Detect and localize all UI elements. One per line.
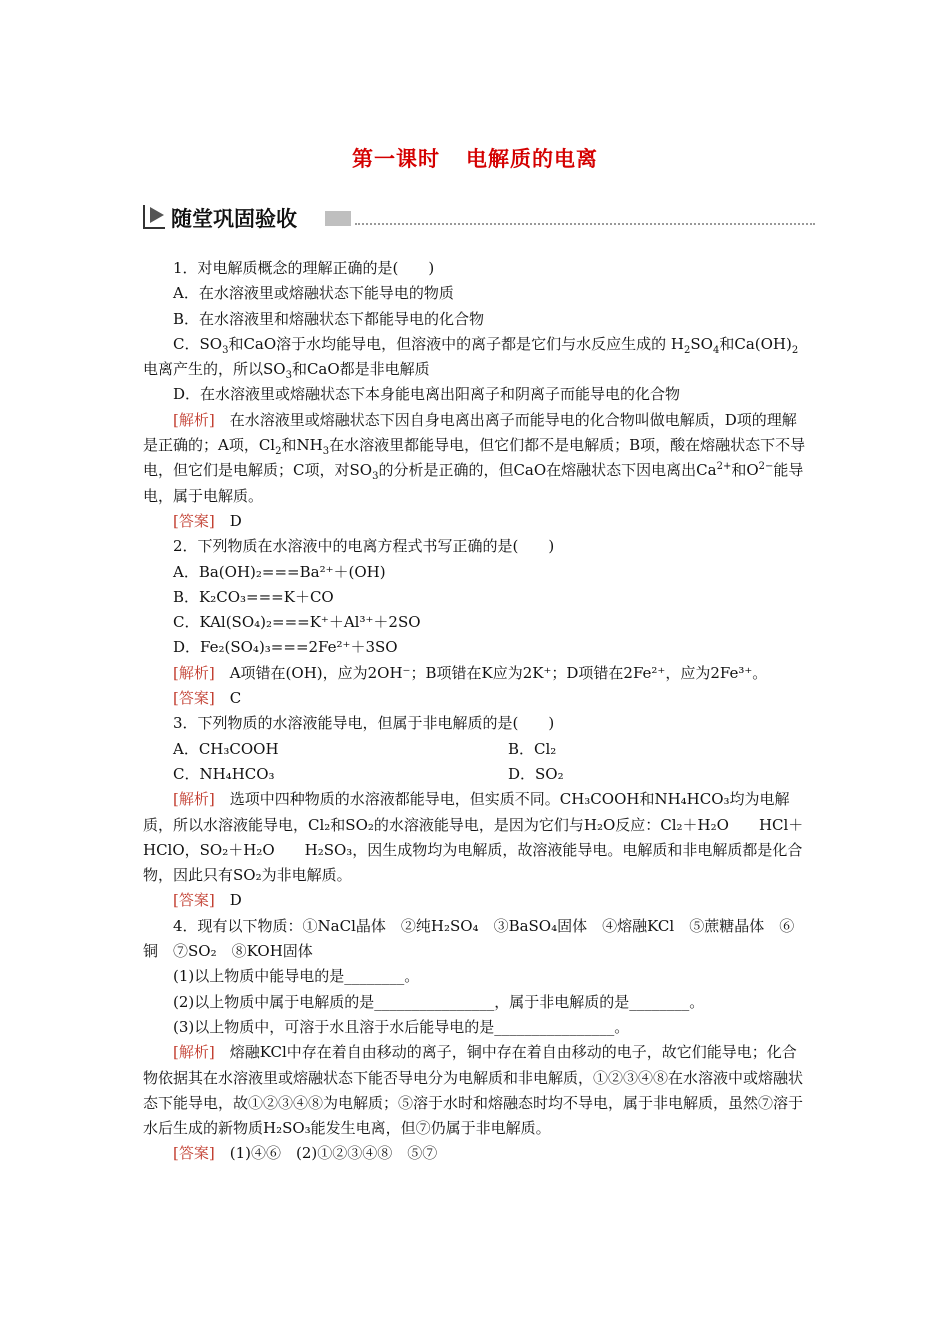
analysis-tag: [解析] [173, 410, 215, 429]
q2-stem: 2．下列物质在水溶液中的电离方程式书写正确的是( ) [173, 537, 555, 556]
q1-option-a: A．在水溶液里或熔融状态下能导电的物质 [173, 284, 454, 303]
q3-option-c: C．NH₄HCO₃ [173, 764, 275, 783]
q1-stem: 1．对电解质概念的理解正确的是( ) [173, 259, 435, 277]
q2-option-d: D．Fe₂(SO₄)₃===2Fe²⁺＋3SO [173, 638, 398, 657]
q3-answer: [答案] D [173, 891, 242, 910]
q1-answer: [答案] D [173, 511, 242, 530]
title-part2: 电解质的电离 [466, 147, 598, 171]
q4-sub-2: (2)以上物质中属于电解质的是________________，属于非电解质的是________。 [173, 992, 705, 1011]
lesson-title [0, 143, 950, 173]
q2-option-a: A．Ba(OH)₂===Ba²⁺＋(OH) [173, 562, 386, 581]
answer-tag: [答案] [173, 891, 215, 910]
q2-option-b: B．K₂CO₃===K＋CO [173, 587, 334, 606]
q3-option-a: A．CH₃COOH [173, 739, 279, 758]
answer-tag: [答案] [173, 689, 215, 708]
section-dotted-rule [355, 223, 815, 225]
q2-answer: [答案] C [173, 689, 242, 708]
section-header [143, 202, 815, 232]
q3-analysis: [解析] 选项中四种物质的水溶液都能导电，但实质不同。CH₃COOH和NH₄HCO₃均为电解质，所以水溶液能导电，Cl₂和SO₂的水溶液能导电，是因为它们与H₂O反应：Cl₂＋H₂O HCl＋HClO，SO₂＋H₂O H₂SO₃，因生成物均为电解质，故溶液能导电。电解质和非电解质都是化合物，因此只有SO₂为非电解质。 [143, 790, 804, 885]
q2-analysis: [解析] A项错在(OH)，应为2OH⁻；B项错在K应为2K⁺；D项错在2Fe²⁺，应为2Fe³⁺。 [173, 663, 768, 682]
q4-sub-3: (3)以上物质中，可溶于水且溶于水后能导电的是________________。 [173, 1017, 630, 1036]
answer-tag: [答案] [173, 511, 215, 530]
q3-options-row-2 [143, 762, 807, 787]
section-decoration [325, 211, 351, 226]
q4-sub-1: (1)以上物质中能导电的是________。 [173, 967, 420, 986]
q3-stem: 3．下列物质的水溶液能导电，但属于非电解质的是( ) [173, 714, 555, 733]
q3-options-row-1 [143, 737, 807, 762]
q3-option-b: B．Cl₂ [508, 739, 557, 758]
section-label: 随堂巩固验收 [171, 207, 297, 231]
q1-option-d: D．在水溶液里或熔融状态下本身能电离出阳离子和阴离子而能导电的化合物 [173, 385, 681, 404]
q4-answer: [答案] (1)④⑥ (2)①②③④⑧ ⑤⑦ [173, 1144, 438, 1163]
q1-option-c: C．$SO_3$和CaO溶于水均能导电，但溶液中的离子都是它们与水反应生成的 $H_2SO_4$和$Ca(OH)_2$电离产生的，所以$SO_3$和CaO都是非电解质 [143, 334, 799, 382]
analysis-tag: [解析] [173, 1043, 215, 1062]
play-arrow-icon [143, 205, 165, 229]
analysis-tag: [解析] [173, 663, 215, 682]
analysis-tag: [解析] [173, 790, 215, 809]
q1-option-b: B．在水溶液里和熔融状态下都能导电的化合物 [173, 309, 485, 328]
q2-option-c: C．KAl(SO₄)₂===K⁺＋Al³⁺＋2SO [173, 613, 421, 632]
question-content [143, 256, 807, 1167]
q3-option-d: D．SO₂ [508, 764, 564, 783]
q4-analysis: [解析] 熔融KCl中存在着自由移动的离子，铜中存在着自由移动的电子，故它们能导电；化合物依据其在水溶液里或熔融状态下能否导电分为电解质和非电解质，①②③④⑧在水溶液中或熔融状态下能导电，故①②③④⑧为电解质；⑤溶于水时和熔融态时均不导电，属于非电解质，虽然⑦溶于水后生成的新物质H₂SO₃能发生电离，但⑦仍属于非电解质。 [143, 1043, 804, 1138]
answer-tag: [答案] [173, 1144, 215, 1163]
q4-stem: 4．现有以下物质：①NaCl晶体 ②纯H₂SO₄ ③BaSO₄固体 ④熔融KCl ⑤蔗糖晶体 ⑥铜 ⑦SO₂ ⑧KOH固体 [143, 916, 795, 961]
title-part1: 第一课时 [352, 147, 440, 171]
q1-analysis: [解析] 在水溶液里或熔融状态下因自身电离出离子而能导电的化合物叫做电解质，D项的理解是正确的；A项，$Cl_2$和$NH_3$在水溶液里都能导电，但它们都不是电解质；B项，酸在熔融状态下不导电，但它们是电解质；C项，对$SO_3$的分析是正确的，但CaO在熔融状态下因电离出$Ca^{2+}$和$O^{2-}$能导电，属于电解质。 [143, 410, 806, 505]
